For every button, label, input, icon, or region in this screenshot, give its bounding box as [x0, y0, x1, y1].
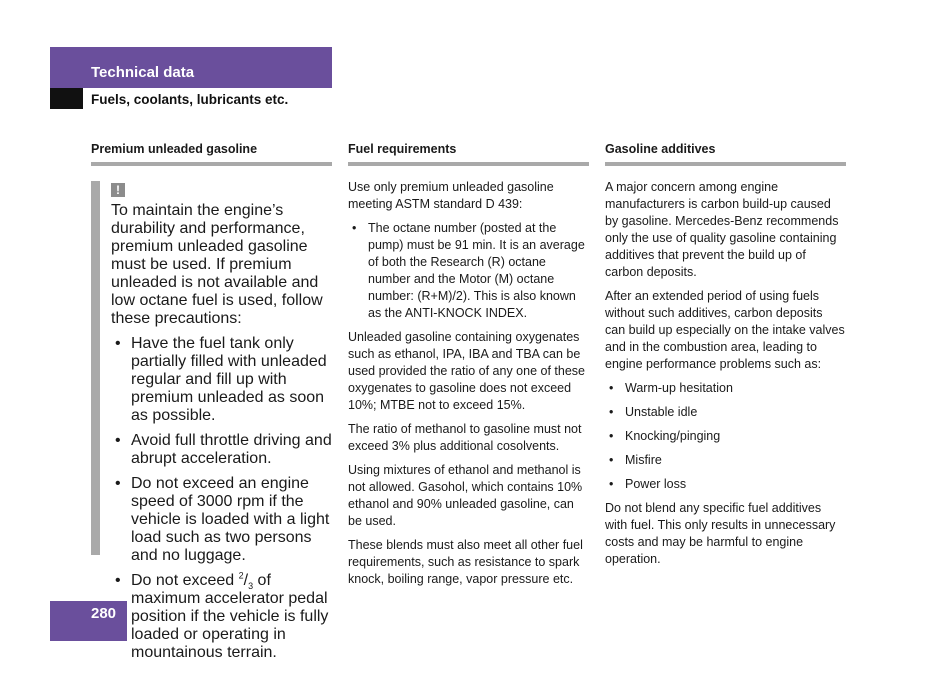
fraction-numerator: 2: [238, 570, 244, 581]
list-item: • Have the fuel tank only partially filled with unleaded regular and fill up with premium unleaded as soon as possible.: [111, 335, 332, 425]
list-item: • Power loss: [605, 476, 846, 493]
list-item: • Warm-up hesitation: [605, 380, 846, 397]
column-heading: Gasoline additives: [605, 141, 846, 166]
paragraph: After an extended period of using fuels without such additives, carbon deposits can build up especially on the intake valves and in the combustion area, leading to engine performance problems such as:: [605, 289, 845, 371]
list-item: • Misfire: [605, 452, 846, 469]
fraction-slash: /: [243, 572, 249, 589]
column-fuel-requirements: [348, 141, 589, 595]
fraction-denominator: 3: [248, 581, 254, 592]
warning-intro: To maintain the engine’s durability and performance, premium unleaded gasoline must be used. If premium unleaded is not available and low octane fuel is used, follow these precautions:: [111, 202, 323, 327]
list-item: • Knocking/pinging: [605, 428, 846, 445]
header-marker: [50, 88, 83, 109]
paragraph: Using mixtures of ethanol and methanol is not allowed. Gasohol, which contains 10% ethanol and 90% unleaded gasoline, can be used.: [348, 463, 583, 528]
warning-bar: [91, 181, 100, 555]
list-item: • Unstable idle: [605, 404, 846, 421]
page-number: 280: [91, 605, 117, 622]
list-item: • The octane number (posted at the pump) must be 91 min. It is an average of both the Research (R) octane number and the Motor (M) octane number: (R+M)/2). This is also known as the ANTI-KNOCK INDEX.: [348, 220, 589, 322]
paragraph: Use only premium unleaded gasoline meeting ASTM standard D 439:: [348, 180, 554, 211]
problems-list: [605, 380, 846, 493]
list-item: • Avoid full throttle driving and abrupt acceleration.: [111, 432, 332, 468]
exclamation-icon: !: [111, 183, 125, 197]
column-gasoline-additives: [605, 141, 846, 575]
bullet-prefix: Do not exceed: [131, 572, 239, 589]
subsection-title: Fuels, coolants, lubricants etc.: [91, 92, 289, 107]
column-body: [348, 179, 589, 588]
paragraph: A major concern among engine manufacturers is carbon build-up caused by gasoline. Mercedes-Benz recommends only the use of quality gasoline containing additives that prevent the build up of carbon deposits.: [605, 180, 839, 279]
list-item: [111, 572, 332, 662]
section-title: Technical data: [91, 64, 195, 81]
paragraph: These blends must also meet all other fuel requirements, such as resistance to spark knock, boiling range, vapor pressure etc.: [348, 538, 583, 586]
paragraph: Unleaded gasoline containing oxygenates such as ethanol, IPA, IBA and TBA can be used provided the ratio of any one of these oxygenates to gasoline does not exceed 10%; MTBE not to exceed 15%.: [348, 330, 585, 412]
list-item: • Do not exceed an engine speed of 3000 rpm if the vehicle is loaded with a light load such as two persons and no luggage.: [111, 475, 332, 565]
column-heading: Fuel requirements: [348, 141, 589, 166]
requirements-list: [348, 220, 589, 322]
column-premium-unleaded: [91, 141, 332, 669]
bullet-suffix: of maximum accelerator pedal position if the vehicle is fully loaded or operating in mountainous terrain.: [131, 572, 329, 661]
column-heading: Premium unleaded gasoline: [91, 141, 332, 166]
warning-box: [91, 181, 332, 662]
precautions-list: [111, 335, 332, 662]
paragraph: Do not blend any specific fuel additives with fuel. This only results in unnecessary costs and may be harmful to engine operation.: [605, 501, 836, 566]
column-body: [605, 179, 846, 568]
paragraph: The ratio of methanol to gasoline must not exceed 3% plus additional cosolvents.: [348, 422, 582, 453]
